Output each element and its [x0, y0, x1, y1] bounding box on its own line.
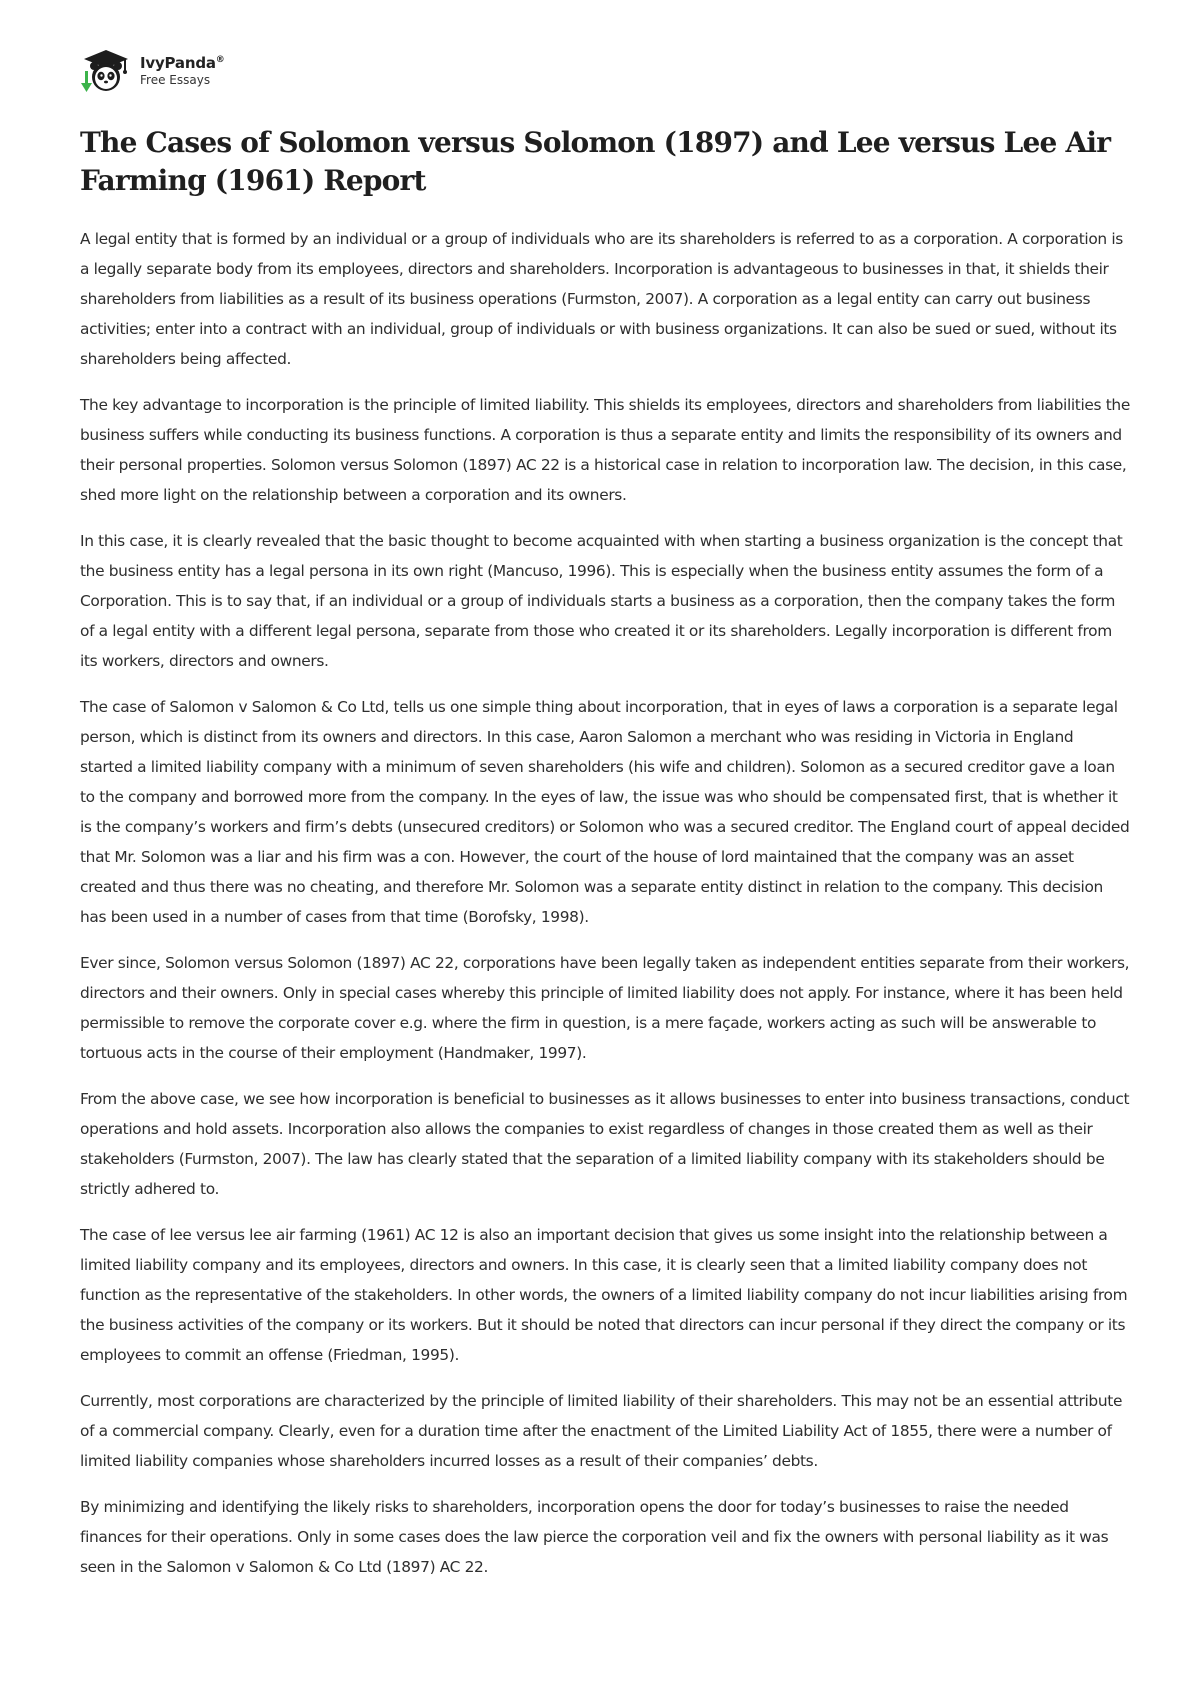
brand-name: IvyPanda® [140, 54, 225, 73]
essay-paragraph: The case of Salomon v Salomon & Co Ltd, tells us one simple thing about incorporation, that in eyes of laws a corporation is a separate legal person, which is distinct from its owners and directors. In this case, Aaron Salomon a merchant who was residing in Victoria in England started a limited liability company with a minimum of seven shareholders (his wife and children). Solomon as a secured creditor gave a loan to the company and borrowed more from the company. In the eyes of law, the issue was who should be compensated first, that is whether it is the company’s workers and firm’s debts (unsecured creditors) or Solomon who was a secured creditor. The England court of appeal decided that Mr. Solomon was a liar and his firm was a con. However, the court of the house of lord maintained that the company was an asset created and thus there was no cheating, and therefore Mr. Solomon was a separate entity distinct in relation to the company. This decision has been used in a number of cases from that time (Borofsky, 1998). [80, 698, 1130, 926]
essay-paragraph: Currently, most corporations are characterized by the principle of limited liability of their shareholders. This may not be an essential attribute of a commercial company. Clearly, even for a duration time after the enactment of the Limited Liability Act of 1855, there were a number of limited liability companies whose shareholders incurred losses as a result of their companies’ debts. [80, 1392, 1123, 1470]
brand-text [140, 55, 225, 87]
essay-body [80, 224, 1130, 1598]
essay-paragraph: A legal entity that is formed by an individual or a group of individuals who are its shareholders is referred to as a corporation. A corporation is a legally separate body from its employees, directors and shareholders. Incorporation is advantageous to businesses in that, it shields their shareholders from liabilities as a result of its business operations (Furmston, 2007). A corporation as a legal entity can carry out business activities; enter into a contract with an individual, group of individuals or with business organizations. It can also be sued or sued, without its shareholders being affected. [80, 230, 1123, 368]
page-title: The Cases of Solomon versus Solomon (1897) and Lee versus Lee Air Farming (1961) Report [80, 126, 1111, 197]
essay-paragraph: The key advantage to incorporation is the principle of limited liability. This shields its employees, directors and shareholders from liabilities the business suffers while conducting its business functions. A corporation is thus a separate entity and limits the responsibility of its owners and their personal properties. Solomon versus Solomon (1897) AC 22 is a historical case in relation to incorporation law. The decision, in this case, shed more light on the relationship between a corporation and its owners. [80, 396, 1130, 504]
essay-paragraph: In this case, it is clearly revealed that the basic thought to become acquainted with when starting a business organization is the concept that the business entity has a legal persona in its own right (Mancuso, 1996). This is especially when the business entity assumes the form of a Corporation. This is to say that, if an individual or a group of individuals starts a business as a corporation, then the company takes the form of a legal entity with a different legal persona, separate from those who created it or its shareholders. Legally incorporation is different from its workers, directors and owners. [80, 532, 1123, 670]
ivypanda-logo-icon [80, 47, 132, 95]
essay-paragraph: By minimizing and identifying the likely risks to shareholders, incorporation opens the door for today’s businesses to raise the needed finances for their operations. Only in some cases does the law pierce the corporation veil and fix the owners with personal liability as it was seen in the Salomon v Salomon & Co Ltd (1897) AC 22. [80, 1498, 1109, 1576]
essay-paragraph: Ever since, Solomon versus Solomon (1897) AC 22, corporations have been legally taken as independent entities separate from their workers, directors and their owners. Only in special cases whereby this principle of limited liability does not apply. For instance, where it has been held permissible to remove the corporate cover e.g. where the firm in question, is a mere façade, workers acting as such will be answerable to tortuous acts in the course of their employment (Handmaker, 1997). [80, 954, 1130, 1062]
brand-subtitle: Free Essays [140, 72, 211, 87]
brand-link[interactable] [80, 47, 225, 95]
essay-paragraph: From the above case, we see how incorporation is beneficial to businesses as it allows businesses to enter into business transactions, conduct operations and hold assets. Incorporation also allows the companies to exist regardless of changes in those created them as well as their stakeholders (Furmston, 2007). The law has clearly stated that the separation of a limited liability company with its stakeholders should be strictly adhered to. [80, 1090, 1130, 1198]
essay-paragraph: The case of lee versus lee air farming (1961) AC 12 is also an important decision that gives us some insight into the relationship between a limited liability company and its employees, directors and owners. In this case, it is clearly seen that a limited liability company does not function as the representative of the stakeholders. In other words, the owners of a limited liability company do not incur liabilities arising from the business activities of the company or its workers. But it should be noted that directors can incur personal if they direct the company or its employees to commit an offense (Friedman, 1995). [80, 1226, 1128, 1364]
